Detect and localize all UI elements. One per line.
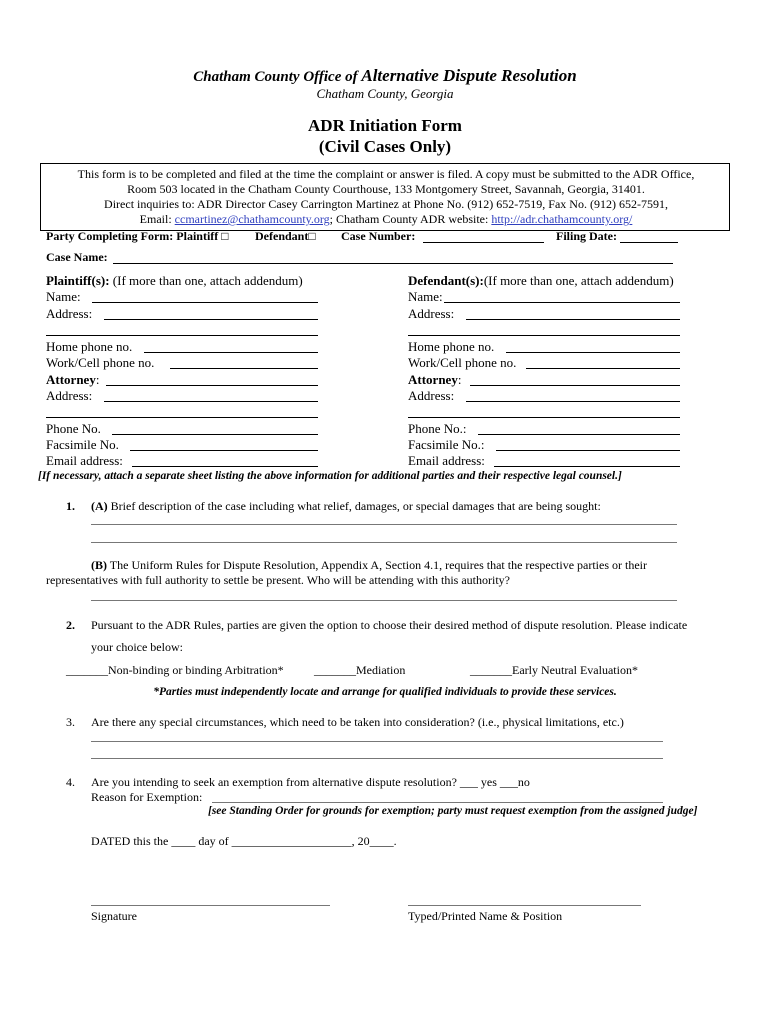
printed-name-label: Typed/Printed Name & Position: [408, 909, 563, 923]
q3-number: 3.: [66, 715, 75, 729]
q3-answer-line-2[interactable]: [91, 758, 663, 759]
defendant-name-label: Name:: [408, 289, 443, 304]
plaintiff-fax-field[interactable]: [130, 450, 318, 451]
q1a-text: [91, 499, 601, 514]
q2-option-early-neutral-evaluation[interactable]: _______Early Neutral Evaluation*: [470, 663, 638, 677]
plaintiff-attorney-colon: :: [95, 372, 100, 387]
defendant-attorney-address-field-2[interactable]: [408, 417, 680, 418]
q4-text[interactable]: Are you intending to seek an exemption from alternative dispute resolution? ___ yes ___no: [91, 775, 530, 789]
plaintiff-heading: [46, 273, 303, 289]
defendant-email-field[interactable]: [494, 466, 680, 467]
q4-number: 4.: [66, 775, 75, 789]
q4-reason-label: Reason for Exemption:: [91, 790, 203, 804]
office-title: [0, 66, 770, 86]
plaintiff-home-phone-field[interactable]: [144, 352, 318, 353]
defendant-heading-note: (If more than one, attach addendum): [483, 273, 674, 288]
plaintiff-attorney-address-field[interactable]: [104, 401, 318, 402]
form-title: ADR Initiation Form: [308, 116, 462, 135]
signature-label: Signature: [91, 909, 137, 923]
plaintiff-fax-label: Facsimile No.: [46, 437, 119, 452]
q2-text-2: your choice below:: [91, 640, 183, 654]
q3-text: Are there any special circumstances, which need to be taken into consideration? (i.e., physical limitations, etc.): [91, 715, 624, 729]
defendant-fax-label: Facsimile No.:: [408, 437, 485, 452]
q2-note: *Parties must independently locate and arrange for qualified individuals to provide these services.: [153, 686, 617, 698]
notice-line-2: Room 503 located in the Chatham County Courthouse, 133 Montgomery Street, Savannah, Georgia, 31401.: [127, 182, 645, 196]
defendant-home-phone-label: Home phone no.: [408, 339, 495, 354]
plaintiff-attorney-address-field-2[interactable]: [46, 417, 318, 418]
q1b-label: (B): [91, 558, 107, 572]
defendant-address-field[interactable]: [466, 319, 680, 320]
plaintiff-heading-label: Plaintiff(s):: [46, 273, 110, 288]
plaintiff-attorney-address-label: Address:: [46, 388, 93, 403]
notice-line-3: Direct inquiries to: ADR Director Casey Carrington Martinez at Phone No. (912) 652-7519, Fax No. (912) 652-7591,: [104, 197, 668, 211]
plaintiff-phone-field[interactable]: [112, 434, 318, 435]
q3-answer-line-1[interactable]: [91, 741, 663, 742]
q1a-answer-line-2[interactable]: [91, 542, 677, 543]
defendant-attorney-colon: :: [457, 372, 462, 387]
plaintiff-work-phone-field[interactable]: [170, 368, 318, 369]
notice-line-1: This form is to be completed and filed at the time the complaint or answer is filed. A copy must be submitted to the ADR Office,: [77, 167, 695, 181]
defendant-phone-label: Phone No.:: [408, 421, 467, 436]
q1b-text-2: representatives with full authority to settle be present. Who will be attending with this authority?: [46, 573, 511, 587]
defendant-heading: [408, 273, 674, 289]
defendant-work-phone-field[interactable]: [526, 368, 680, 369]
defendant-heading-label: Defendant(s):: [408, 273, 484, 288]
plaintiff-attorney-text: Attorney: [46, 372, 96, 387]
plaintiff-email-field[interactable]: [132, 466, 318, 467]
county-subtitle: Chatham County, Georgia: [316, 86, 454, 101]
q1b-text: [91, 558, 647, 573]
office-title-b: Alternative Dispute Resolution: [361, 66, 577, 85]
case-name-label: Case Name:: [46, 250, 108, 264]
defendant-work-phone-label: Work/Cell phone no.: [408, 355, 517, 370]
q1b-body: The Uniform Rules for Dispute Resolution, Appendix A, Section 4.1, requires that the respective parties or their: [107, 558, 647, 572]
case-name-field[interactable]: [113, 263, 673, 264]
q1-number: 1.: [66, 499, 75, 513]
filing-date-label: Filing Date:: [556, 229, 617, 243]
defendant-attorney-label: [408, 372, 461, 388]
defendant-address-label: Address:: [408, 306, 455, 321]
plaintiff-name-label: Name:: [46, 289, 81, 304]
dated-line[interactable]: DATED this the ____ day of ____________________, 20____.: [91, 834, 397, 848]
signature-line[interactable]: [91, 905, 330, 906]
q1a-body: Brief description of the case including what relief, damages, or special damages that are being sought:: [107, 499, 601, 513]
office-title-a: Chatham County Office of: [193, 69, 362, 85]
plaintiff-work-phone-label: Work/Cell phone no.: [46, 355, 155, 370]
q2-option-arbitration[interactable]: _______Non-binding or binding Arbitration*: [66, 663, 284, 677]
defendant-attorney-text: Attorney: [408, 372, 458, 387]
q4-reason-field[interactable]: [212, 802, 663, 803]
filing-date-field[interactable]: [620, 242, 678, 243]
defendant-attorney-address-label: Address:: [408, 388, 455, 403]
defendant-address-field-2[interactable]: [408, 335, 680, 336]
defendant-checkbox-label[interactable]: Defendant□: [255, 229, 316, 243]
form-subtitle: (Civil Cases Only): [318, 137, 452, 156]
plaintiff-attorney-field[interactable]: [106, 385, 318, 386]
plaintiff-email-label: Email address:: [46, 453, 123, 468]
defendant-email-label: Email address:: [408, 453, 485, 468]
defendant-name-field[interactable]: [444, 302, 680, 303]
plaintiff-address-label: Address:: [46, 306, 93, 321]
defendant-attorney-field[interactable]: [470, 385, 680, 386]
plaintiff-address-field-2[interactable]: [46, 335, 318, 336]
defendant-attorney-address-field[interactable]: [466, 401, 680, 402]
case-number-field[interactable]: [423, 242, 544, 243]
adr-email-link[interactable]: ccmartinez@chathamcounty.org: [174, 212, 330, 226]
defendant-fax-field[interactable]: [496, 450, 680, 451]
plaintiff-name-field[interactable]: [92, 302, 318, 303]
additional-parties-note: [If necessary, attach a separate sheet listing the above information for additional parties and their respective legal counsel.]: [38, 470, 622, 482]
case-number-label: Case Number:: [341, 229, 416, 243]
q2-number: 2.: [66, 618, 75, 632]
party-completing-label[interactable]: Party Completing Form: Plaintiff □: [46, 229, 229, 243]
defendant-phone-field[interactable]: [478, 434, 680, 435]
plaintiff-phone-label: Phone No.: [46, 421, 101, 436]
q1a-label: (A): [91, 499, 108, 513]
printed-name-line[interactable]: [408, 905, 641, 906]
defendant-home-phone-field[interactable]: [506, 352, 680, 353]
website-label: ; Chatham County ADR website:: [329, 212, 492, 226]
plaintiff-heading-note: (If more than one, attach addendum): [109, 273, 303, 288]
plaintiff-address-field[interactable]: [104, 319, 318, 320]
email-label: Email:: [139, 212, 175, 226]
q2-text: Pursuant to the ADR Rules, parties are given the option to choose their desired method of dispute resolution. Please indicate: [91, 618, 688, 632]
q1a-answer-line-1[interactable]: [91, 524, 677, 525]
plaintiff-attorney-label: [46, 372, 99, 388]
q4-note: [see Standing Order for grounds for exemption; party must request exemption from the assigned judge]: [208, 805, 698, 817]
adr-website-link[interactable]: http://adr.chathamcounty.org/: [491, 212, 633, 226]
plaintiff-home-phone-label: Home phone no.: [46, 339, 133, 354]
q2-option-mediation[interactable]: _______Mediation: [314, 663, 406, 677]
notice-box: [40, 163, 730, 231]
notice-line-4: [41, 212, 731, 227]
q1b-answer-line[interactable]: [91, 600, 677, 601]
